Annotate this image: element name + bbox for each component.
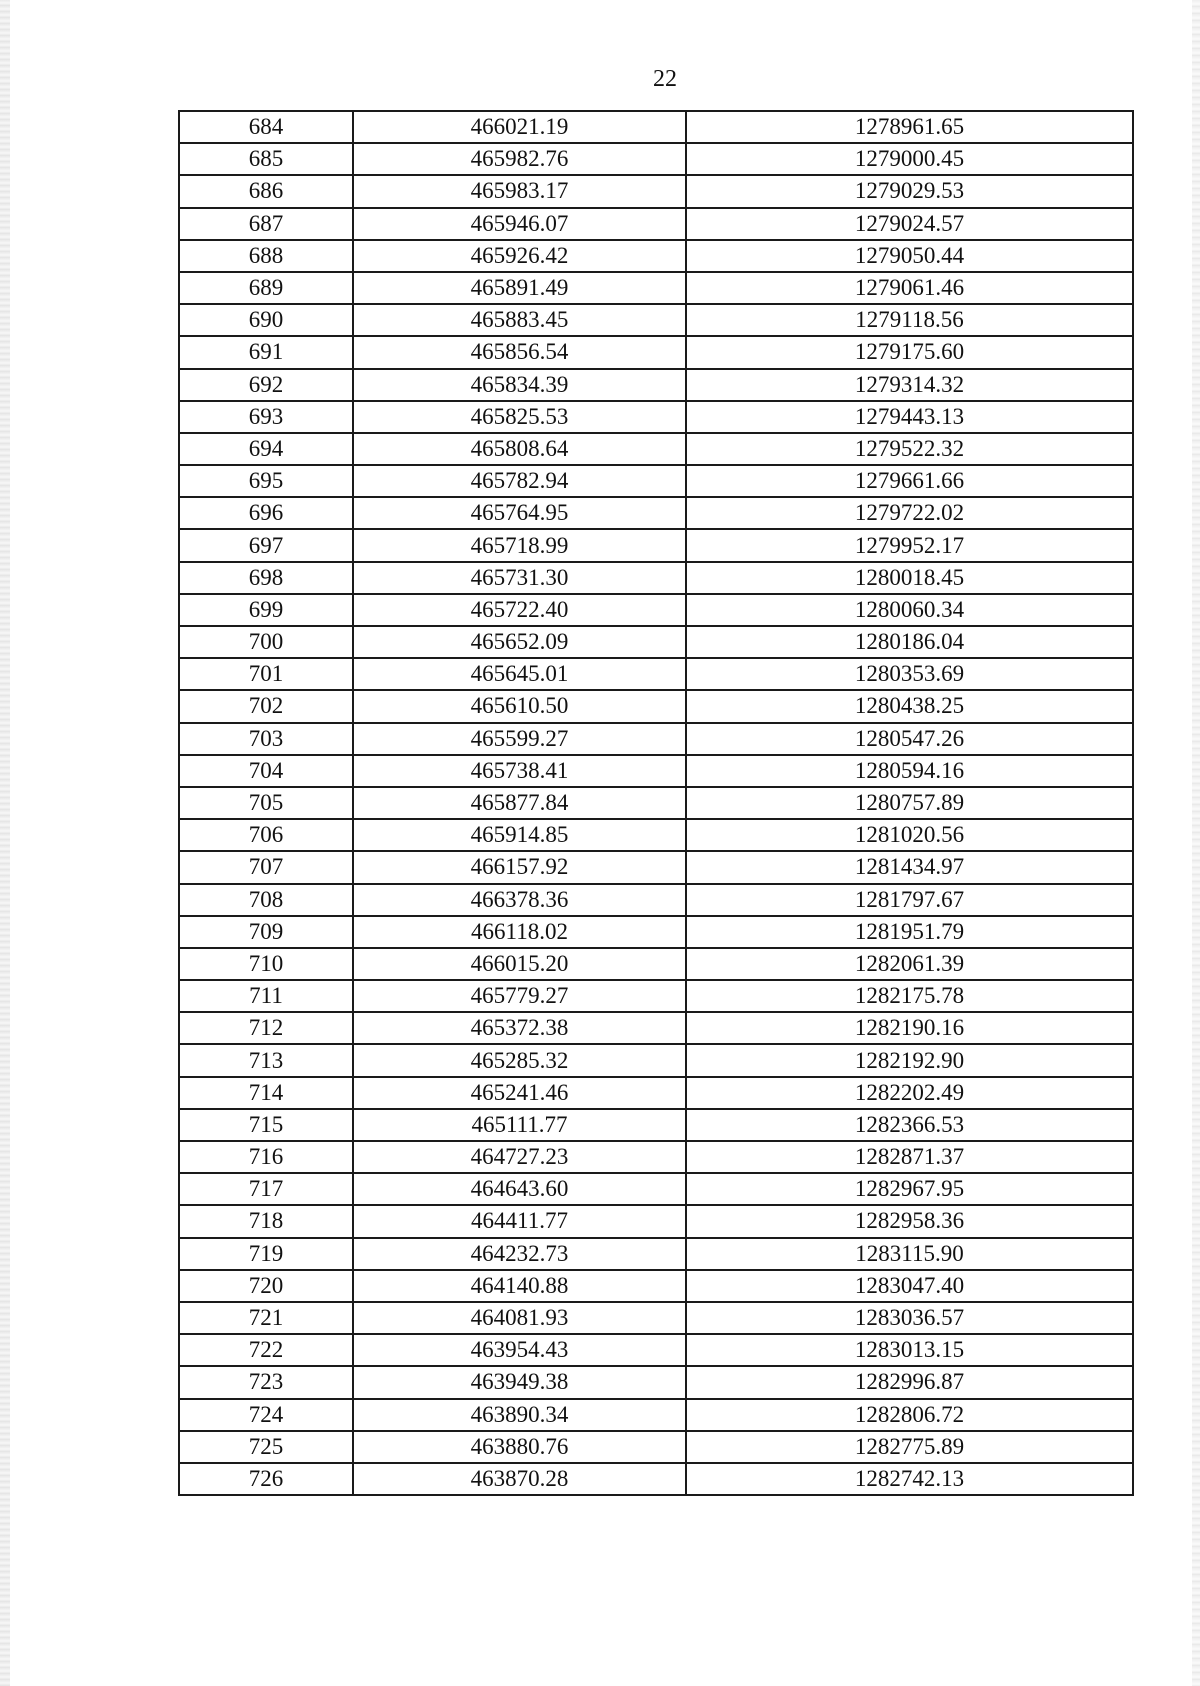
- y-coordinate-cell: 1282806.72: [686, 1399, 1133, 1431]
- x-coordinate-cell: 465983.17: [353, 175, 686, 207]
- page-number: 22: [653, 66, 677, 92]
- point-number-cell: 692: [179, 369, 353, 401]
- y-coordinate-cell: 1279024.57: [686, 208, 1133, 240]
- x-coordinate-cell: 465610.50: [353, 690, 686, 722]
- point-number-cell: 697: [179, 529, 353, 561]
- table-row: [179, 819, 1133, 851]
- y-coordinate-cell: 1282871.37: [686, 1141, 1133, 1173]
- y-coordinate-cell: 1282742.13: [686, 1463, 1133, 1495]
- point-number-cell: 701: [179, 658, 353, 690]
- x-coordinate-cell: 465111.77: [353, 1109, 686, 1141]
- x-coordinate-cell: 465764.95: [353, 497, 686, 529]
- x-coordinate-cell: 465599.27: [353, 723, 686, 755]
- y-coordinate-cell: 1280757.89: [686, 787, 1133, 819]
- x-coordinate-cell: 464643.60: [353, 1173, 686, 1205]
- x-coordinate-cell: 465652.09: [353, 626, 686, 658]
- x-coordinate-cell: 464140.88: [353, 1270, 686, 1302]
- y-coordinate-cell: 1282958.36: [686, 1205, 1133, 1237]
- point-number-cell: 684: [179, 111, 353, 143]
- point-number-cell: 715: [179, 1109, 353, 1141]
- point-number-cell: 718: [179, 1205, 353, 1237]
- y-coordinate-cell: 1279522.32: [686, 433, 1133, 465]
- y-coordinate-cell: 1279443.13: [686, 401, 1133, 433]
- y-coordinate-cell: 1282061.39: [686, 948, 1133, 980]
- point-number-cell: 693: [179, 401, 353, 433]
- table-row: [179, 240, 1133, 272]
- point-number-cell: 700: [179, 626, 353, 658]
- y-coordinate-cell: 1279661.66: [686, 465, 1133, 497]
- coordinate-table: [178, 110, 1134, 1496]
- y-coordinate-cell: 1279029.53: [686, 175, 1133, 207]
- x-coordinate-cell: 465883.45: [353, 304, 686, 336]
- y-coordinate-cell: 1282366.53: [686, 1109, 1133, 1141]
- y-coordinate-cell: 1279061.46: [686, 272, 1133, 304]
- y-coordinate-cell: 1283047.40: [686, 1270, 1133, 1302]
- x-coordinate-cell: 463880.76: [353, 1431, 686, 1463]
- table-row: [179, 658, 1133, 690]
- point-number-cell: 704: [179, 755, 353, 787]
- point-number-cell: 723: [179, 1366, 353, 1398]
- point-number-cell: 710: [179, 948, 353, 980]
- y-coordinate-cell: 1279050.44: [686, 240, 1133, 272]
- table-row: [179, 401, 1133, 433]
- x-coordinate-cell: 465782.94: [353, 465, 686, 497]
- y-coordinate-cell: 1279118.56: [686, 304, 1133, 336]
- y-coordinate-cell: 1282192.90: [686, 1044, 1133, 1076]
- table-row: [179, 465, 1133, 497]
- table-row: [179, 1270, 1133, 1302]
- x-coordinate-cell: 465285.32: [353, 1044, 686, 1076]
- point-number-cell: 709: [179, 916, 353, 948]
- point-number-cell: 719: [179, 1238, 353, 1270]
- table-row: [179, 497, 1133, 529]
- table-row: [179, 851, 1133, 883]
- y-coordinate-cell: 1280438.25: [686, 690, 1133, 722]
- y-coordinate-cell: 1280018.45: [686, 562, 1133, 594]
- x-coordinate-cell: 466378.36: [353, 884, 686, 916]
- table-row: [179, 1109, 1133, 1141]
- x-coordinate-cell: 464727.23: [353, 1141, 686, 1173]
- x-coordinate-cell: 465779.27: [353, 980, 686, 1012]
- table-row: [179, 723, 1133, 755]
- x-coordinate-cell: 465241.46: [353, 1077, 686, 1109]
- table-row: [179, 948, 1133, 980]
- point-number-cell: 691: [179, 336, 353, 368]
- point-number-cell: 687: [179, 208, 353, 240]
- point-number-cell: 713: [179, 1044, 353, 1076]
- point-number-cell: 708: [179, 884, 353, 916]
- x-coordinate-cell: 464081.93: [353, 1302, 686, 1334]
- x-coordinate-cell: 463870.28: [353, 1463, 686, 1495]
- y-coordinate-cell: 1279175.60: [686, 336, 1133, 368]
- x-coordinate-cell: 463954.43: [353, 1334, 686, 1366]
- y-coordinate-cell: 1282967.95: [686, 1173, 1133, 1205]
- point-number-cell: 706: [179, 819, 353, 851]
- x-coordinate-cell: 465982.76: [353, 143, 686, 175]
- table-row: [179, 1012, 1133, 1044]
- table-row: [179, 787, 1133, 819]
- x-coordinate-cell: 465645.01: [353, 658, 686, 690]
- point-number-cell: 716: [179, 1141, 353, 1173]
- table-row: [179, 208, 1133, 240]
- y-coordinate-cell: 1282175.78: [686, 980, 1133, 1012]
- table-row: [179, 980, 1133, 1012]
- y-coordinate-cell: 1281020.56: [686, 819, 1133, 851]
- table-row: [179, 1141, 1133, 1173]
- point-number-cell: 720: [179, 1270, 353, 1302]
- y-coordinate-cell: 1282996.87: [686, 1366, 1133, 1398]
- y-coordinate-cell: 1279000.45: [686, 143, 1133, 175]
- point-number-cell: 705: [179, 787, 353, 819]
- y-coordinate-cell: 1279722.02: [686, 497, 1133, 529]
- y-coordinate-cell: 1280060.34: [686, 594, 1133, 626]
- table-row: [179, 626, 1133, 658]
- x-coordinate-cell: 463949.38: [353, 1366, 686, 1398]
- point-number-cell: 690: [179, 304, 353, 336]
- x-coordinate-cell: 466118.02: [353, 916, 686, 948]
- point-number-cell: 695: [179, 465, 353, 497]
- x-coordinate-cell: 466015.20: [353, 948, 686, 980]
- table-row: [179, 143, 1133, 175]
- point-number-cell: 714: [179, 1077, 353, 1109]
- x-coordinate-cell: 465834.39: [353, 369, 686, 401]
- y-coordinate-cell: 1279314.32: [686, 369, 1133, 401]
- point-number-cell: 722: [179, 1334, 353, 1366]
- y-coordinate-cell: 1282775.89: [686, 1431, 1133, 1463]
- point-number-cell: 711: [179, 980, 353, 1012]
- table-row: [179, 369, 1133, 401]
- point-number-cell: 696: [179, 497, 353, 529]
- x-coordinate-cell: 465825.53: [353, 401, 686, 433]
- point-number-cell: 707: [179, 851, 353, 883]
- table-row: [179, 175, 1133, 207]
- y-coordinate-cell: 1281797.67: [686, 884, 1133, 916]
- x-coordinate-cell: 465946.07: [353, 208, 686, 240]
- x-coordinate-cell: 465372.38: [353, 1012, 686, 1044]
- x-coordinate-cell: 465926.42: [353, 240, 686, 272]
- table-row: [179, 1431, 1133, 1463]
- x-coordinate-cell: 464411.77: [353, 1205, 686, 1237]
- table-row: [179, 884, 1133, 916]
- point-number-cell: 688: [179, 240, 353, 272]
- x-coordinate-cell: 465722.40: [353, 594, 686, 626]
- y-coordinate-cell: 1283036.57: [686, 1302, 1133, 1334]
- point-number-cell: 702: [179, 690, 353, 722]
- scan-edge-right: [1192, 0, 1200, 1686]
- point-number-cell: 726: [179, 1463, 353, 1495]
- table-row: [179, 336, 1133, 368]
- point-number-cell: 724: [179, 1399, 353, 1431]
- point-number-cell: 686: [179, 175, 353, 207]
- y-coordinate-cell: 1281951.79: [686, 916, 1133, 948]
- point-number-cell: 717: [179, 1173, 353, 1205]
- point-number-cell: 685: [179, 143, 353, 175]
- table-row: [179, 562, 1133, 594]
- coordinate-table-body: [179, 111, 1133, 1495]
- point-number-cell: 721: [179, 1302, 353, 1334]
- table-row: [179, 1044, 1133, 1076]
- table-row: [179, 1399, 1133, 1431]
- table-row: [179, 690, 1133, 722]
- point-number-cell: 703: [179, 723, 353, 755]
- table-row: [179, 304, 1133, 336]
- point-number-cell: 694: [179, 433, 353, 465]
- table-row: [179, 1205, 1133, 1237]
- table-row: [179, 529, 1133, 561]
- table-row: [179, 433, 1133, 465]
- x-coordinate-cell: 466021.19: [353, 111, 686, 143]
- y-coordinate-cell: 1279952.17: [686, 529, 1133, 561]
- x-coordinate-cell: 465856.54: [353, 336, 686, 368]
- point-number-cell: 689: [179, 272, 353, 304]
- table-row: [179, 1302, 1133, 1334]
- table-row: [179, 1173, 1133, 1205]
- x-coordinate-cell: 464232.73: [353, 1238, 686, 1270]
- table-row: [179, 755, 1133, 787]
- x-coordinate-cell: 463890.34: [353, 1399, 686, 1431]
- table-row: [179, 594, 1133, 626]
- point-number-cell: 725: [179, 1431, 353, 1463]
- x-coordinate-cell: 465731.30: [353, 562, 686, 594]
- table-row: [179, 916, 1133, 948]
- point-number-cell: 698: [179, 562, 353, 594]
- y-coordinate-cell: 1283115.90: [686, 1238, 1133, 1270]
- table-row: [179, 1077, 1133, 1109]
- table-row: [179, 1366, 1133, 1398]
- y-coordinate-cell: 1282202.49: [686, 1077, 1133, 1109]
- point-number-cell: 699: [179, 594, 353, 626]
- x-coordinate-cell: 465891.49: [353, 272, 686, 304]
- x-coordinate-cell: 465718.99: [353, 529, 686, 561]
- scan-edge-left: [0, 0, 10, 1686]
- y-coordinate-cell: 1278961.65: [686, 111, 1133, 143]
- y-coordinate-cell: 1280594.16: [686, 755, 1133, 787]
- x-coordinate-cell: 465808.64: [353, 433, 686, 465]
- y-coordinate-cell: 1282190.16: [686, 1012, 1133, 1044]
- x-coordinate-cell: 465877.84: [353, 787, 686, 819]
- y-coordinate-cell: 1280186.04: [686, 626, 1133, 658]
- table-row: [179, 1463, 1133, 1495]
- table-row: [179, 1238, 1133, 1270]
- x-coordinate-cell: 466157.92: [353, 851, 686, 883]
- y-coordinate-cell: 1280547.26: [686, 723, 1133, 755]
- x-coordinate-cell: 465738.41: [353, 755, 686, 787]
- point-number-cell: 712: [179, 1012, 353, 1044]
- x-coordinate-cell: 465914.85: [353, 819, 686, 851]
- table-row: [179, 272, 1133, 304]
- y-coordinate-cell: 1283013.15: [686, 1334, 1133, 1366]
- table-row: [179, 1334, 1133, 1366]
- y-coordinate-cell: 1280353.69: [686, 658, 1133, 690]
- y-coordinate-cell: 1281434.97: [686, 851, 1133, 883]
- table-row: [179, 111, 1133, 143]
